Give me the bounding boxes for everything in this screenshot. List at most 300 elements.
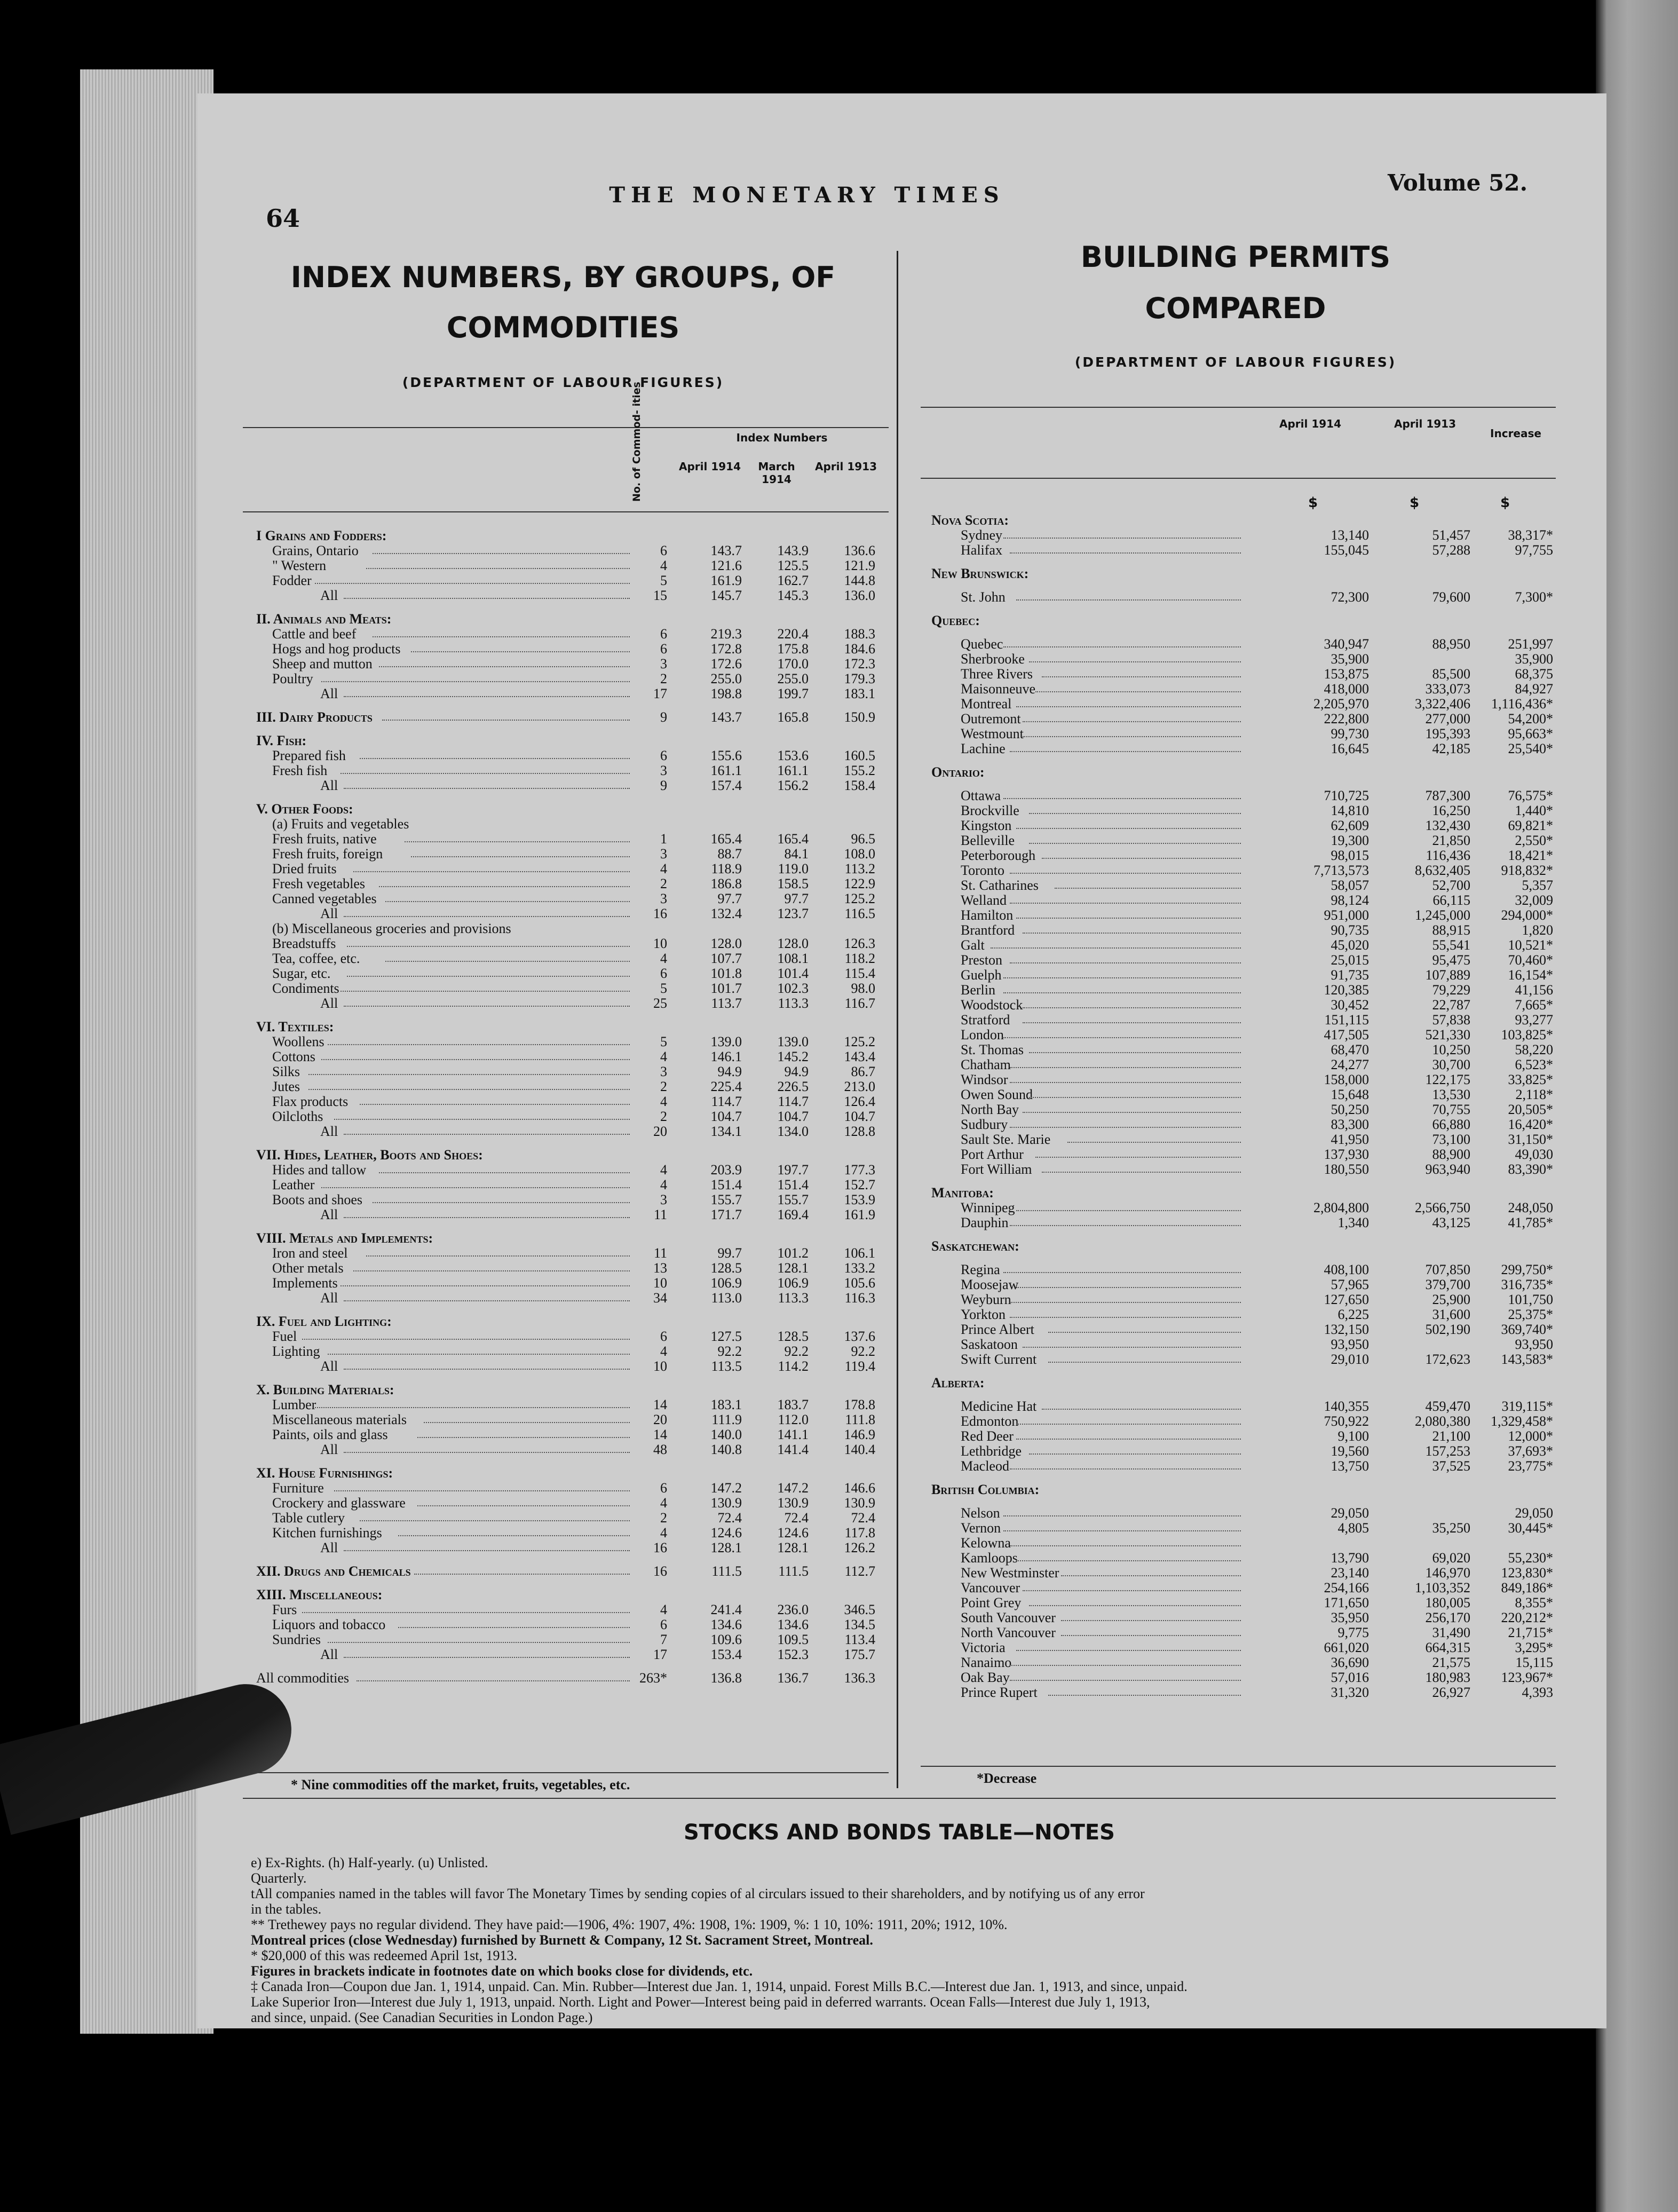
spacer-row bbox=[256, 1139, 891, 1148]
apr14-cell: 171.7 bbox=[710, 1207, 742, 1222]
apr13-cell: 664,315 bbox=[1425, 1640, 1470, 1655]
count-cell: 7 bbox=[660, 1632, 667, 1647]
mar14-cell: 109.5 bbox=[777, 1632, 809, 1647]
index-row bbox=[256, 1246, 891, 1261]
row-label: Breadstuffs bbox=[272, 936, 336, 951]
row-label: Vancouver bbox=[961, 1580, 1020, 1595]
apr13-cell: 105.6 bbox=[844, 1275, 875, 1291]
index-row bbox=[256, 733, 891, 748]
apr13-cell: 180,005 bbox=[1425, 1595, 1470, 1610]
permit-row bbox=[931, 803, 1556, 818]
mar14-cell: 220.4 bbox=[777, 626, 809, 642]
permit-row bbox=[931, 833, 1556, 848]
apr14-cell: 140.8 bbox=[710, 1442, 742, 1457]
row-label: Saskatoon bbox=[961, 1337, 1018, 1352]
index-row bbox=[256, 847, 891, 862]
count-cell: 17 bbox=[653, 686, 667, 701]
index-row bbox=[256, 1466, 891, 1481]
permit-row bbox=[931, 908, 1556, 923]
apr13-cell: 128.8 bbox=[844, 1124, 875, 1139]
index-row bbox=[256, 832, 891, 847]
index-row bbox=[256, 1359, 891, 1374]
permit-row bbox=[931, 667, 1556, 682]
index-row bbox=[256, 612, 891, 627]
leader-dots bbox=[1042, 1172, 1241, 1173]
mar14-cell: 151.4 bbox=[777, 1177, 809, 1192]
row-label: Kitchen furnishings bbox=[272, 1525, 382, 1540]
row-label: XI. House Furnishings: bbox=[256, 1465, 393, 1481]
row-label: Other metals bbox=[272, 1260, 344, 1276]
apr13-cell: 116.3 bbox=[844, 1290, 875, 1306]
apr14-cell: 136.8 bbox=[710, 1670, 742, 1686]
leader-dots bbox=[360, 758, 630, 759]
apr13-cell: 8,632,405 bbox=[1415, 863, 1470, 878]
row-label: Hogs and hog products bbox=[272, 641, 401, 657]
apr14-cell: 140,355 bbox=[1324, 1399, 1369, 1414]
apr14-cell: 340,947 bbox=[1324, 636, 1369, 652]
leader-dots bbox=[1023, 1112, 1241, 1113]
spacer-row bbox=[931, 1177, 1556, 1186]
apr13-cell: 86.7 bbox=[851, 1064, 875, 1079]
spacer-row bbox=[931, 558, 1556, 566]
apr13-cell: 42,185 bbox=[1432, 741, 1470, 756]
leader-dots bbox=[344, 1452, 630, 1453]
leader-dots bbox=[1003, 1037, 1241, 1038]
increase-cell: 25,540* bbox=[1508, 741, 1553, 756]
apr13-cell: 2,080,380 bbox=[1415, 1413, 1470, 1429]
index-header-rule bbox=[243, 511, 889, 512]
count-cell: 10 bbox=[653, 936, 667, 951]
row-label: Jutes bbox=[272, 1079, 300, 1094]
count-cell: 4 bbox=[660, 861, 667, 876]
row-label: Welland bbox=[961, 892, 1007, 908]
index-row bbox=[256, 657, 891, 672]
mar14-cell: 101.4 bbox=[777, 966, 809, 981]
apr14-cell: 139.0 bbox=[710, 1034, 742, 1049]
apr13-cell: 150.9 bbox=[844, 709, 875, 725]
leader-dots bbox=[405, 841, 630, 842]
leader-dots bbox=[341, 773, 630, 774]
permits-top-rule bbox=[921, 407, 1556, 408]
mar14-cell: 128.0 bbox=[777, 936, 809, 951]
apr14-cell: 155.7 bbox=[710, 1192, 742, 1207]
apr14-cell: 127,650 bbox=[1324, 1292, 1369, 1307]
permits-title-line1: BUILDING PERMITS bbox=[1080, 240, 1391, 274]
row-label: Iron and steel bbox=[272, 1245, 348, 1261]
leader-dots bbox=[1003, 1530, 1241, 1531]
row-label: All bbox=[320, 1207, 338, 1222]
increase-cell: 55,230* bbox=[1508, 1550, 1553, 1566]
apr14-cell: 13,790 bbox=[1331, 1550, 1369, 1566]
permit-row bbox=[931, 741, 1556, 756]
index-row bbox=[256, 1163, 891, 1178]
index-row bbox=[256, 686, 891, 701]
leader-dots bbox=[1048, 1695, 1241, 1696]
apr14-cell: 1,340 bbox=[1337, 1215, 1369, 1230]
leader-dots bbox=[347, 946, 630, 947]
leader-dots bbox=[321, 1187, 630, 1188]
permit-row bbox=[931, 1117, 1556, 1132]
leader-dots bbox=[1061, 1575, 1241, 1576]
note-line: ‡ Canada Iron—Coupon due Jan. 1, 1914, unpaid. Can. Min. Rubber—Interest due Jan. 1, 1914, unpaid. Forest Mills B.C.—Interest due Jan. 1, 1913, and since, unpaid. bbox=[251, 1979, 1188, 1994]
row-label: Fresh fish bbox=[272, 763, 328, 778]
leader-dots bbox=[1010, 1665, 1241, 1666]
row-label: British Columbia: bbox=[931, 1482, 1040, 1497]
apr14-cell: 4,805 bbox=[1337, 1520, 1369, 1536]
increase-cell: 101,750 bbox=[1508, 1292, 1553, 1307]
row-label: Three Rivers bbox=[961, 666, 1033, 682]
count-cell: 4 bbox=[660, 1162, 667, 1178]
increase-cell: 12,000* bbox=[1508, 1428, 1553, 1444]
increase-cell: 49,030 bbox=[1515, 1147, 1553, 1162]
mar14-cell: 72.4 bbox=[784, 1510, 809, 1526]
spacer-row bbox=[256, 1662, 891, 1671]
permit-row bbox=[931, 1042, 1556, 1057]
row-label: VII. Hides, Leather, Boots and Shoes: bbox=[256, 1147, 483, 1163]
index-row bbox=[256, 906, 891, 921]
apr13-cell: 707,850 bbox=[1425, 1262, 1470, 1277]
apr14-cell: 98,124 bbox=[1331, 892, 1369, 908]
count-cell: 9 bbox=[660, 778, 667, 793]
index-row bbox=[256, 543, 891, 558]
mar14-cell: 106.9 bbox=[777, 1275, 809, 1291]
index-row bbox=[256, 996, 891, 1011]
apr14-cell: 171,650 bbox=[1324, 1595, 1369, 1610]
leader-dots bbox=[1035, 691, 1241, 692]
row-label: North Bay bbox=[961, 1102, 1019, 1117]
row-label: All bbox=[320, 1124, 338, 1139]
apr13-cell: 16,250 bbox=[1432, 803, 1470, 818]
apr13-cell: 10,250 bbox=[1432, 1042, 1470, 1057]
apr13-cell: 144.8 bbox=[844, 573, 875, 588]
apr14-cell: 132.4 bbox=[710, 906, 742, 921]
apr13-cell: 113.4 bbox=[844, 1632, 875, 1647]
leader-dots bbox=[379, 666, 630, 667]
increase-cell: 29,050 bbox=[1515, 1505, 1553, 1521]
increase-cell: 25,375* bbox=[1508, 1307, 1553, 1322]
note-line: Montreal prices (close Wednesday) furnished by Burnett & Company, 12 St. Sacrament Street, Montreal. bbox=[251, 1932, 873, 1948]
note-line: e) Ex-Rights. (h) Half-yearly. (u) Unlisted. bbox=[251, 1855, 488, 1870]
leader-dots bbox=[1003, 538, 1241, 539]
row-label: Paints, oils and glass bbox=[272, 1427, 388, 1442]
permits-table bbox=[931, 504, 1556, 1700]
index-group-header: Index Numbers bbox=[736, 431, 828, 444]
leader-dots bbox=[315, 583, 630, 584]
spacer-row bbox=[931, 1497, 1556, 1506]
count-cell: 34 bbox=[653, 1290, 667, 1306]
apr13-cell: 25,900 bbox=[1432, 1292, 1470, 1307]
mar14-cell: 145.3 bbox=[777, 588, 809, 603]
row-label: Weyburn bbox=[961, 1292, 1011, 1307]
row-label: South Vancouver bbox=[961, 1610, 1056, 1625]
row-label: Fresh fruits, native bbox=[272, 831, 377, 847]
apr14-cell: 7,713,573 bbox=[1313, 863, 1369, 878]
apr13-cell: 88,950 bbox=[1432, 636, 1470, 652]
apr13-cell: 112.7 bbox=[844, 1563, 875, 1579]
apr14-cell: 137,930 bbox=[1324, 1147, 1369, 1162]
leader-dots bbox=[1067, 1142, 1241, 1143]
index-row bbox=[256, 1382, 891, 1397]
row-label: Sheep and mutton bbox=[272, 656, 373, 672]
index-row bbox=[256, 558, 891, 573]
count-cell: 3 bbox=[660, 763, 667, 778]
row-label: Quebec: bbox=[931, 613, 980, 628]
apr14-cell: 45,020 bbox=[1331, 937, 1369, 953]
index-row bbox=[256, 528, 891, 543]
dollar-sign-2: $ bbox=[1409, 495, 1420, 511]
mar14-cell: 84.1 bbox=[784, 846, 809, 862]
leader-dots bbox=[1010, 1082, 1241, 1083]
leader-dots bbox=[1042, 1409, 1241, 1410]
row-label: Westmount bbox=[961, 726, 1024, 741]
apr14-cell: 58,057 bbox=[1331, 878, 1369, 893]
count-cell: 2 bbox=[660, 671, 667, 686]
mar14-cell: 145.2 bbox=[777, 1049, 809, 1064]
apr14-cell: 23,140 bbox=[1331, 1565, 1369, 1581]
apr14-cell: 99,730 bbox=[1331, 726, 1369, 741]
row-label: Dried fruits bbox=[272, 861, 337, 876]
apr14-cell: 9,775 bbox=[1337, 1625, 1369, 1640]
page-rule bbox=[243, 1798, 1556, 1799]
leader-dots bbox=[1003, 1272, 1241, 1273]
apr13-cell: 213.0 bbox=[844, 1079, 875, 1094]
leader-dots bbox=[344, 696, 630, 697]
apr14-cell: 62,609 bbox=[1331, 818, 1369, 833]
permit-row bbox=[931, 1551, 1556, 1566]
spacer-row bbox=[256, 793, 891, 802]
col-permits-increase: Increase bbox=[1490, 427, 1541, 440]
apr13-cell: 459,470 bbox=[1425, 1399, 1470, 1414]
apr14-cell: 114.7 bbox=[711, 1094, 742, 1109]
index-row bbox=[256, 817, 891, 832]
apr14-cell: 13,750 bbox=[1331, 1458, 1369, 1474]
increase-cell: 294,000* bbox=[1501, 907, 1553, 923]
leader-dots bbox=[417, 1437, 630, 1438]
leader-dots bbox=[417, 1505, 630, 1506]
apr14-cell: 157.4 bbox=[710, 778, 742, 793]
apr13-cell: 121.9 bbox=[844, 558, 875, 573]
count-cell: 4 bbox=[660, 1495, 667, 1511]
spacer-row bbox=[256, 1011, 891, 1020]
row-label: Medicine Hat bbox=[961, 1399, 1037, 1414]
index-row bbox=[256, 1427, 891, 1442]
index-row bbox=[256, 876, 891, 891]
row-label: Quebec bbox=[961, 636, 1003, 652]
mar14-cell: 170.0 bbox=[777, 656, 809, 672]
row-label: Moosejaw bbox=[961, 1277, 1019, 1292]
row-label: Regina bbox=[961, 1262, 1000, 1277]
leader-dots bbox=[398, 1535, 630, 1536]
row-label: Windsor bbox=[961, 1072, 1008, 1087]
leader-dots bbox=[411, 651, 630, 652]
count-cell: 6 bbox=[660, 1329, 667, 1344]
mar14-cell: 111.5 bbox=[778, 1563, 809, 1579]
permit-row bbox=[931, 1215, 1556, 1230]
leader-dots bbox=[1023, 1007, 1241, 1008]
apr14-cell: 113.7 bbox=[711, 996, 742, 1011]
mar14-cell: 162.7 bbox=[777, 573, 809, 588]
mar14-cell: 134.0 bbox=[777, 1124, 809, 1139]
mar14-cell: 183.7 bbox=[777, 1397, 809, 1412]
apr14-cell: 109.6 bbox=[710, 1632, 742, 1647]
leader-dots bbox=[1003, 977, 1241, 978]
count-cell: 48 bbox=[653, 1442, 667, 1457]
note-line: ** Trethewey pays no regular dividend. They have paid:—1906, 4%: 1907, 4%: 1908, 1%: 1909, %: 1 10, 10%: 1911, 20%; 1912, 10%. bbox=[251, 1917, 1008, 1932]
leader-dots bbox=[1029, 1052, 1241, 1053]
leader-dots bbox=[328, 1642, 630, 1643]
permit-row bbox=[931, 1536, 1556, 1551]
apr14-cell: 72.4 bbox=[717, 1510, 742, 1526]
count-cell: 6 bbox=[660, 543, 667, 558]
permit-row bbox=[931, 1482, 1556, 1497]
row-label: Prince Rupert bbox=[961, 1685, 1038, 1700]
leader-dots bbox=[1035, 1157, 1241, 1158]
apr14-cell: 172.8 bbox=[710, 641, 742, 657]
dollar-sign-1: $ bbox=[1308, 495, 1318, 511]
apr14-cell: 750,922 bbox=[1324, 1413, 1369, 1429]
permit-row bbox=[931, 1162, 1556, 1177]
apr14-cell: 99.7 bbox=[717, 1245, 742, 1261]
leader-dots bbox=[1048, 1362, 1241, 1363]
note-line: Lake Superior Iron—Interest due July 1, 1913, unpaid. North. Light and Power—Interest being paid in deferred warrants. Ocean Falls—Interest due July 1, 1913, bbox=[251, 1994, 1150, 2010]
apr14-cell: 19,560 bbox=[1331, 1443, 1369, 1459]
apr13-cell: 30,700 bbox=[1432, 1057, 1470, 1072]
spacer-row bbox=[256, 1222, 891, 1231]
index-table bbox=[256, 528, 891, 1686]
mar14-cell: 155.7 bbox=[777, 1192, 809, 1207]
leader-dots bbox=[1010, 873, 1241, 874]
mar14-cell: 158.5 bbox=[777, 876, 809, 891]
row-label: Point Grey bbox=[961, 1595, 1022, 1610]
apr14-cell: 127.5 bbox=[710, 1329, 742, 1344]
leader-dots bbox=[1016, 1287, 1241, 1288]
apr13-cell: 116,436 bbox=[1426, 848, 1470, 863]
permit-row bbox=[931, 1506, 1556, 1521]
permit-row bbox=[931, 1640, 1556, 1655]
mar14-cell: 119.0 bbox=[778, 861, 809, 876]
increase-cell: 31,150* bbox=[1508, 1132, 1553, 1147]
apr14-cell: 29,050 bbox=[1331, 1505, 1369, 1521]
apr14-cell: 418,000 bbox=[1324, 681, 1369, 697]
mar14-cell: 197.7 bbox=[777, 1162, 809, 1178]
count-cell: 2 bbox=[660, 876, 667, 891]
permit-row bbox=[931, 566, 1556, 581]
apr14-cell: 254,166 bbox=[1324, 1580, 1369, 1595]
permit-row bbox=[931, 1685, 1556, 1700]
apr13-cell: 3,322,406 bbox=[1415, 696, 1470, 712]
spacer-row bbox=[931, 1474, 1556, 1482]
mar14-cell: 94.9 bbox=[784, 1064, 809, 1079]
row-label: All bbox=[320, 1358, 338, 1374]
mar14-cell: 143.9 bbox=[777, 543, 809, 558]
mar14-cell: 255.0 bbox=[777, 671, 809, 686]
apr14-cell: 161.1 bbox=[710, 763, 742, 778]
index-row bbox=[256, 802, 891, 817]
apr13-cell: 126.2 bbox=[844, 1540, 875, 1555]
count-cell: 3 bbox=[660, 846, 667, 862]
permit-row bbox=[931, 1292, 1556, 1307]
apr13-cell: 179.3 bbox=[844, 671, 875, 686]
leader-dots bbox=[360, 1104, 630, 1105]
leader-dots bbox=[302, 1612, 630, 1613]
spacer-row bbox=[931, 780, 1556, 788]
apr13-cell: 98.0 bbox=[851, 981, 875, 996]
index-row bbox=[256, 862, 891, 876]
row-label: Peterborough bbox=[961, 848, 1036, 863]
permit-row bbox=[931, 1147, 1556, 1162]
row-label: Poultry bbox=[272, 671, 313, 686]
row-label: All bbox=[320, 996, 338, 1011]
apr14-cell: 153,875 bbox=[1324, 666, 1369, 682]
spacer-row bbox=[931, 605, 1556, 613]
permit-row bbox=[931, 1459, 1556, 1474]
apr14-cell: 408,100 bbox=[1324, 1262, 1369, 1277]
permit-row bbox=[931, 1057, 1556, 1072]
row-label: Macleod bbox=[961, 1458, 1009, 1474]
leader-dots bbox=[341, 1285, 630, 1286]
apr14-cell: 14,810 bbox=[1331, 803, 1369, 818]
index-row bbox=[256, 1617, 891, 1632]
index-title-line2: COMMODITIES bbox=[446, 311, 680, 344]
index-top-rule bbox=[243, 427, 889, 428]
leader-dots bbox=[1029, 813, 1241, 814]
index-row bbox=[256, 1109, 891, 1124]
apr14-cell: 951,000 bbox=[1324, 907, 1369, 923]
permit-row bbox=[931, 848, 1556, 863]
apr13-cell: 117.8 bbox=[844, 1525, 875, 1540]
apr13-cell: 79,600 bbox=[1432, 589, 1470, 605]
increase-cell: 1,440* bbox=[1515, 803, 1553, 818]
spacer-row bbox=[931, 1230, 1556, 1239]
mar14-cell: 175.8 bbox=[777, 641, 809, 657]
apr13-cell: 118.2 bbox=[844, 951, 875, 966]
spacer-row bbox=[931, 1254, 1556, 1262]
count-cell: 6 bbox=[660, 1617, 667, 1632]
count-cell: 20 bbox=[653, 1412, 667, 1427]
leader-dots bbox=[1029, 1605, 1241, 1606]
permit-row bbox=[931, 1132, 1556, 1147]
permit-row bbox=[931, 1262, 1556, 1277]
apr14-cell: 91,735 bbox=[1331, 967, 1369, 983]
index-row bbox=[256, 1397, 891, 1412]
row-label: Furniture bbox=[272, 1480, 324, 1496]
increase-cell: 1,820 bbox=[1522, 922, 1553, 938]
permit-row bbox=[931, 1277, 1556, 1292]
leader-dots bbox=[1016, 1650, 1241, 1651]
row-label: Crockery and glassware bbox=[272, 1495, 406, 1511]
apr13-cell: 88,900 bbox=[1432, 1147, 1470, 1162]
apr13-cell: 177.3 bbox=[844, 1162, 875, 1178]
permits-footnote: *Decrease bbox=[977, 1771, 1037, 1786]
index-row bbox=[256, 1192, 891, 1207]
leader-dots bbox=[1029, 843, 1241, 844]
apr13-cell: 1,245,000 bbox=[1415, 907, 1470, 923]
row-label: Fuel bbox=[272, 1329, 297, 1344]
mar14-cell: 113.3 bbox=[778, 1290, 809, 1306]
permit-row bbox=[931, 1028, 1556, 1042]
apr14-cell: 50,250 bbox=[1331, 1102, 1369, 1117]
row-label: Flax products bbox=[272, 1094, 349, 1109]
leader-dots bbox=[385, 901, 630, 902]
index-row bbox=[256, 763, 891, 778]
permit-row bbox=[931, 513, 1556, 528]
mar14-cell: 147.2 bbox=[777, 1480, 809, 1496]
leader-dots bbox=[1010, 1468, 1241, 1470]
increase-cell: 369,740* bbox=[1501, 1322, 1553, 1337]
leader-dots bbox=[1023, 736, 1241, 737]
apr14-cell: 2,205,970 bbox=[1313, 696, 1369, 712]
row-label: Sydney bbox=[961, 527, 1002, 543]
